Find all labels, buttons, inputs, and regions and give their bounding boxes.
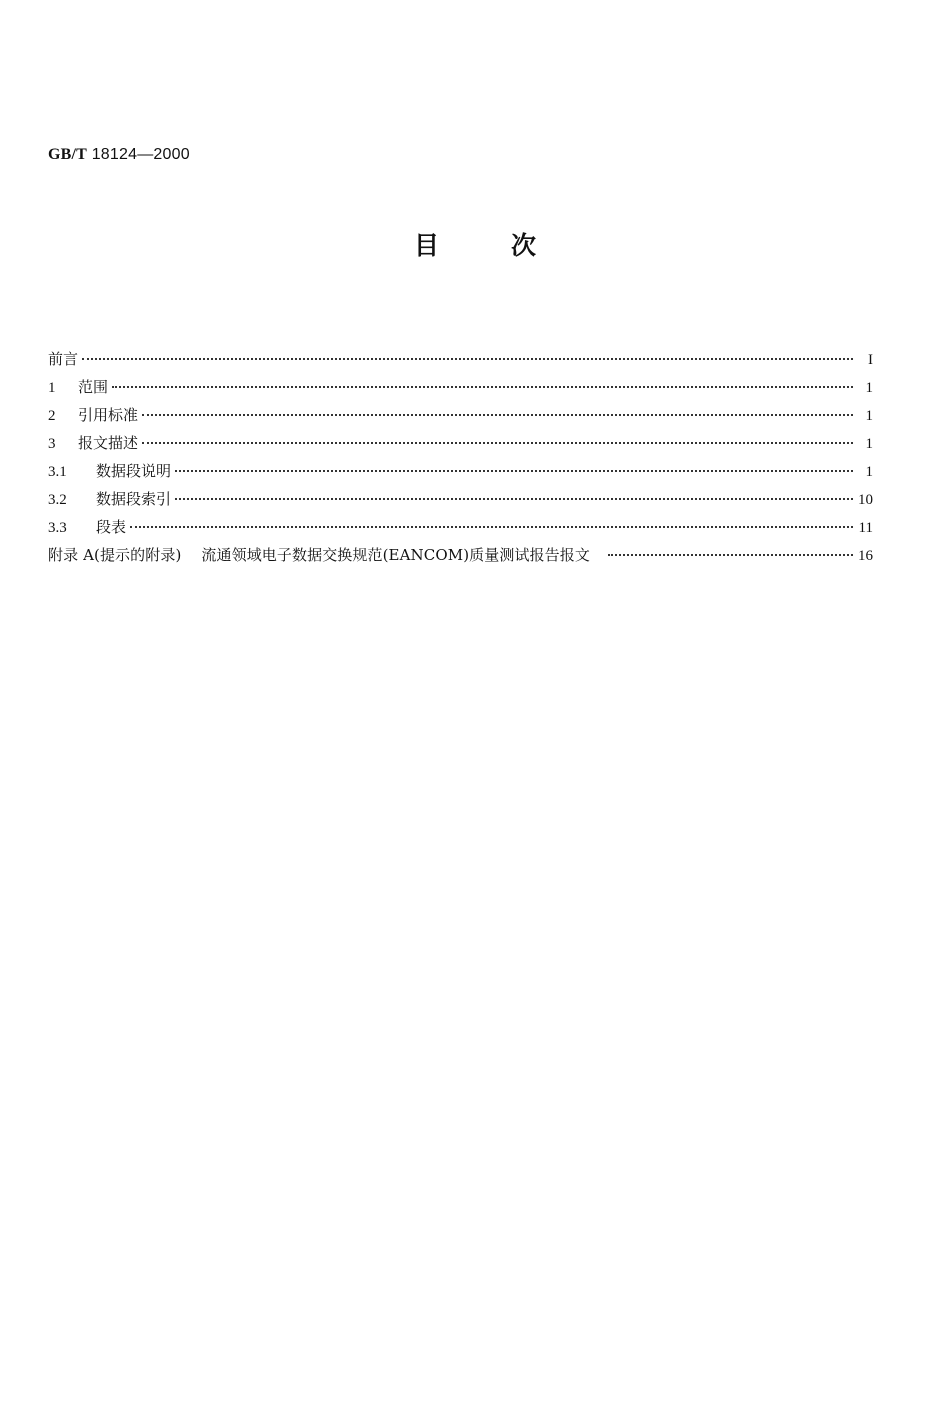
toc-annex-prefix: 附录 A(提示的附录) [48,546,182,564]
standard-number: 18124—2000 [91,146,190,163]
standard-prefix: GB/T [48,146,88,163]
toc-dot-leader [142,414,853,416]
toc-entry-number: 2 [48,408,56,424]
toc-dot-leader [142,442,853,444]
toc-entry-1[interactable] [48,376,873,404]
toc-entry-page: 16 [858,548,873,564]
toc-entry-3-1[interactable] [48,460,873,488]
page-title [0,226,950,262]
toc-entry-number: 3.3 [48,520,67,536]
toc-dot-leader [608,554,853,556]
toc-entry-page: 10 [858,492,873,508]
toc-dot-leader [175,498,853,500]
toc-entry-label: 前言 [48,350,79,368]
toc-entry-label: 范围 [78,378,109,396]
toc-dot-leader [82,358,853,360]
toc-entry-2[interactable] [48,404,873,432]
title-char-2: 次 [511,231,537,260]
toc-entry-page: 1 [865,464,873,480]
toc-entry-label: 数据段说明 [96,462,172,480]
toc-entry-label: 段表 [96,518,127,536]
toc-entry-label: 流通领域电子数据交换规范(EANCOM)质量测试报告报文 [201,546,590,564]
toc-entry-number: 1 [48,380,56,396]
toc-entry-label: 引用标准 [78,406,139,424]
toc-entry-page: 11 [858,520,873,536]
toc-entry-label: 报文描述 [78,434,139,452]
toc-dot-leader [112,386,853,388]
toc-dot-leader [175,470,853,472]
toc-entry-foreword[interactable] [48,348,873,376]
toc-entry-label: 数据段索引 [96,490,172,508]
title-char-1: 目 [413,231,439,260]
toc-entry-3-2[interactable] [48,488,873,516]
toc-entry-number: 3 [48,436,56,452]
toc-entry-number: 3.1 [48,464,67,480]
toc-entry-page: I [868,352,873,368]
toc-entry-3-3[interactable] [48,516,873,544]
toc-dot-leader [130,526,853,528]
table-of-contents [48,348,873,572]
toc-entry-page: 1 [865,380,873,396]
toc-entry-page: 1 [865,436,873,452]
toc-entry-page: 1 [865,408,873,424]
toc-entry-number: 3.2 [48,492,67,508]
standard-code [48,146,190,164]
toc-entry-annex-a[interactable] [48,544,873,572]
toc-entry-3[interactable] [48,432,873,460]
